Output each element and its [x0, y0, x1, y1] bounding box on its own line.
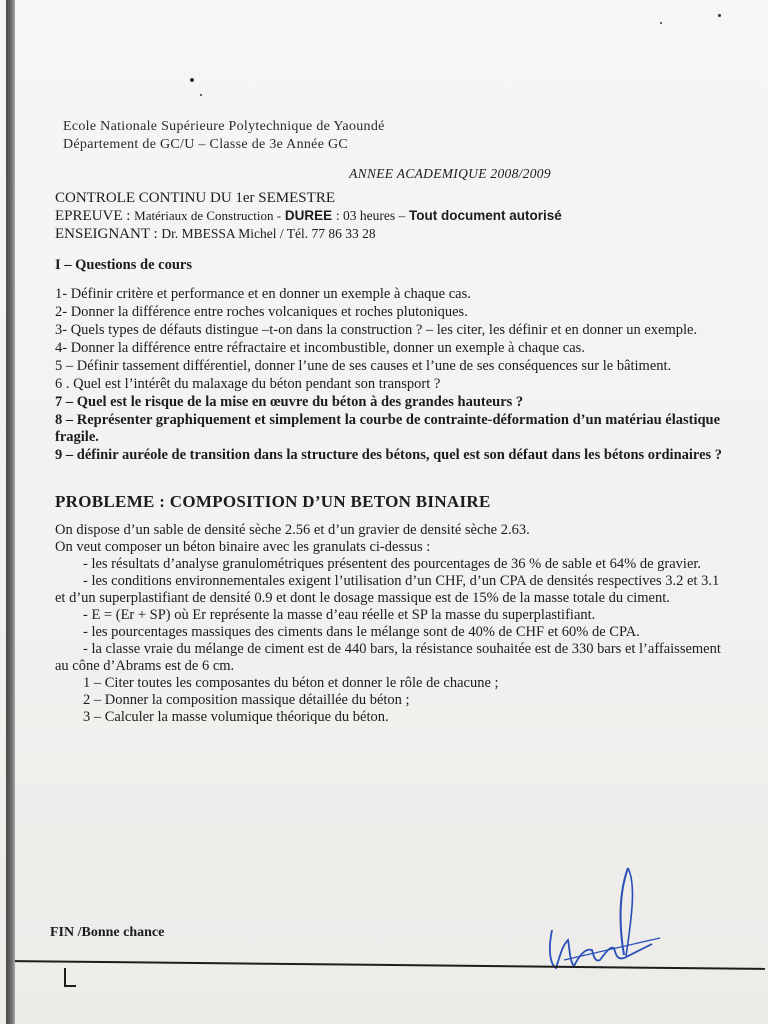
ink-speck	[190, 78, 194, 82]
academic-year: ANNEE ACADEMIQUE 2008/2009	[349, 166, 551, 181]
department-line: Département de GC/U – Classe de 3e Année GC	[63, 137, 349, 152]
question-item: 3- Quels types de défauts distingue –t-on dans la construction ? – les citer, les définir et en donner un exemple.	[55, 322, 698, 338]
problem-task: 3 – Calculer la masse volumique théorique du béton.	[83, 709, 389, 725]
question-item: 2- Donner la différence entre roches volcaniques et roches plutoniques.	[55, 304, 468, 320]
epreuve-value: Matériaux de Construction -	[134, 208, 282, 223]
questions-list	[55, 286, 725, 464]
enseignant-value: Dr. MBESSA Michel / Tél. 77 86 33 28	[161, 226, 376, 241]
problem-condition: - E = (Er + SP) où Er représente la masse d’eau réelle et SP la masse du superplastifiant.	[83, 607, 596, 623]
question-item: 9 – définir auréole de transition dans la structure des bétons, quel est son défaut dans les bétons ordinaires ?	[55, 447, 723, 463]
problem-statement	[55, 522, 725, 726]
documents-note: Tout document autorisé	[408, 208, 562, 223]
question-item: 4- Donner la différence entre réfractaire et incombustible, donner un exemple à chaque cas.	[55, 340, 585, 356]
section-questions-title: I – Questions de cours	[55, 257, 192, 273]
closing-note: FIN /Bonne chance	[50, 925, 165, 940]
problem-condition: - les pourcentages massiques des ciments dans le mélange sont de 40% de CHF et 60% de CPA.	[83, 624, 640, 640]
ink-speck	[660, 22, 662, 24]
question-item: 8 – Représenter graphiquement et simplement la courbe de contrainte-déformation d’un matériau élastique fragile.	[55, 412, 721, 445]
problem-task: 2 – Donner la composition massique détaillée du béton ;	[83, 692, 410, 708]
problem-task: 1 – Citer toutes les composantes du béton et donner le rôle de chacune ;	[83, 675, 499, 691]
footer-mark	[64, 985, 76, 987]
ink-speck	[200, 94, 202, 96]
problem-title: PROBLEME : COMPOSITION D’UN BETON BINAIRE	[55, 492, 491, 511]
question-item: 5 – Définir tassement différentiel, donner l’une de ses causes et l’une de ses conséquences sur le bâtiment.	[55, 358, 672, 374]
school-name: Ecole Nationale Supérieure Polytechnique de Yaoundé	[63, 119, 385, 134]
signature	[540, 860, 670, 980]
control-title: CONTROLE CONTINU DU 1er SEMESTRE	[55, 190, 335, 206]
problem-intro: On veut composer un béton binaire avec les granulats ci-dessus :	[55, 539, 431, 555]
question-item: 6 . Quel est l’intérêt du malaxage du béton pendant son transport ?	[55, 376, 441, 392]
ink-speck	[718, 14, 721, 17]
problem-condition: - les résultats d’analyse granulométriques présentent des pourcentages de 36 % de sable et 64% de gravier.	[83, 556, 702, 572]
epreuve-label: EPREUVE :	[55, 208, 131, 224]
problem-condition: - les conditions environnementales exigent l’utilisation d’un CHF, d’un CPA de densités respectives 3.2 et 3.1 et d’un superplastifiant de densité 0.9 et dont le dosage massique est de 15% de la masse totale du ciment.	[55, 573, 720, 606]
enseignant-label: ENSEIGNANT :	[55, 226, 158, 242]
duree-value: : 03 heures –	[335, 208, 406, 223]
exam-document	[55, 118, 725, 726]
enseignant-line	[55, 225, 725, 243]
duree-label: DUREE	[284, 208, 333, 223]
control-info	[55, 190, 725, 243]
problem-intro: On dispose d’un sable de densité sèche 2.56 et d’un gravier de densité sèche 2.63.	[55, 522, 530, 538]
epreuve-line	[55, 207, 725, 225]
problem-condition: - la classe vraie du mélange de ciment est de 440 bars, la résistance souhaitée est de 330 bars et l’affaissement au cône d’Abrams est de 6 cm.	[55, 641, 721, 674]
binding-edge	[6, 0, 15, 1024]
footer-mark	[64, 968, 66, 986]
question-item: 1- Définir critère et performance et en donner un exemple à chaque cas.	[55, 286, 471, 302]
question-item: 7 – Quel est le risque de la mise en œuvre du béton à des grandes hauteurs ?	[55, 394, 524, 410]
